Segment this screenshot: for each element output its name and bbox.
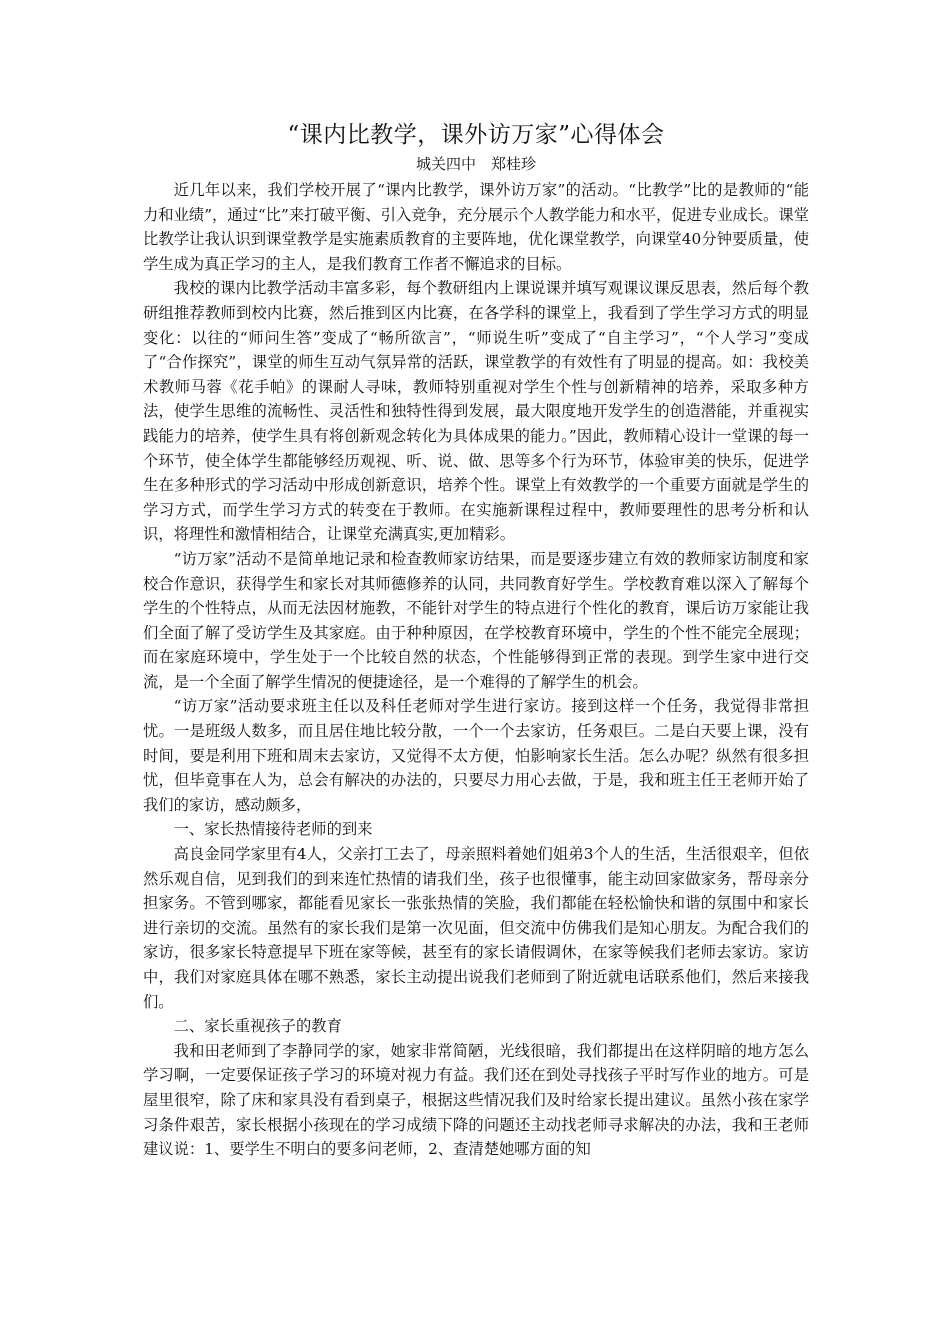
section-heading-1: 一、家长热情接待老师的到来 [173, 820, 373, 839]
paragraph-6: 我和田老师到了李静同学的家，她家非常简陋，光线很暗，我们都提出在这样阴暗的地方怎么学习啊，一定要保证孩子学习的环境对视力有益。我们还在到处寻找孩子平时写作业的地方。可是屋里很窄，除了床和家具没有看到桌子，根据这些情况我们及时给家长提出建议。虽然小孩在家学习条件艰苦，家长根据小孩现在的学习成绩下降的问题还主动找老师寻求解决的办法，我和王老师建议说：1、要学生不明白的要多问老师，2、查清楚她哪方面的知 [143, 1041, 809, 1159]
document-author: 城关四中 郑桂珍 [415, 155, 536, 173]
paragraph-1: 近几年以来，我们学校开展了“课内比教学，课外访万家”的活动。“比教学”比的是教师的“能力和业绩”，通过“比”来打破平衡、引入竞争，充分展示个人教学能力和水平，促进专业成长。课堂比教学让我认识到课堂教学是实施素质教育的主要阵地，优化课堂教学，向课堂40分钟要质量，使学生成为真正学习的主人，是我们教育工作者不懈追求的目标。 [143, 181, 809, 273]
paragraph-4: “访万家”活动要求班主任以及科任老师对学生进行家访。接到这样一个任务，我觉得非常担忧。一是班级人数多，而且居住地比较分散，一个一个去家访，任务艰巨。二是白天要上课，没有时间，要是利用下班和周末去家访，又觉得不太方便，怕影响家长生活。怎么办呢？纵然有很多担忧，但毕竟事在人为，总会有解决的办法的，只要尽力用心去做，于是，我和班主任王老师开始了我们的家访，感动颇多， [143, 697, 809, 814]
paragraph-2: 我校的课内比教学活动丰富多彩，每个教研组内上课说课并填写观课议课反思表，然后每个教研组推荐教师到校内比赛，然后推到区内比赛，在各学科的课堂上，我看到了学生学习方式的明显变化：以往的“师问生答”变成了“畅所欲言”，“师说生听”变成了“自主学习”，“个人学习”变成了“合作探究”，课堂的师生互动气氛异常的活跃，课堂教学的有效性有了明显的提高。如：我校美术教师马蓉《花手帕》的课耐人寻味，教师特别重视对学生个性与创新精神的培养，采取多种方法，使学生思维的流畅性、灵活性和独特性得到发展，最大限度地开发学生的创造潜能，并重视实践能力的培养，使学生具有将创新观念转化为具体成果的能力。”因此，教师精心设计一堂课的每一个环节，使全体学生都能够经历观视、听、说、做、思等多个行为环节，体验审美的快乐，促进学生在多种形式的学习活动中形成创新意识，培养个性。课堂上有效教学的一个重要方面就是学生的学习方式，而学生学习方式的转变在于教师。在实施新课程过程中，教师要理性的思考分析和认识，将理性和激情相结合，让课堂充满真实,更加精彩。 [143, 279, 809, 544]
paragraph-5: 高良金同学家里有4人，父亲打工去了，母亲照料着她们姐弟3个人的生活，生活很艰辛，但依然乐观自信，见到我们的到来连忙热情的请我们坐，孩子也很懂事，能主动回家做家务，帮母亲分担家务。不管到哪家，都能看见家长一张张热情的笑脸，我们都能在轻松愉快和谐的氛围中和家长进行亲切的交流。虽然有的家长我们是第一次见面，但交流中仿佛我们是知心朋友。为配合我们的家访，很多家长特意提早下班在家等候，甚至有的家长请假调休，在家等候我们老师去家访。家访中，我们对家庭具体在哪不熟悉，家长主动提出说我们老师到了附近就电话联系他们，然后来接我们。 [143, 845, 809, 1011]
document-title: “课内比教学，课外访万家”心得体会 [287, 122, 665, 148]
document-body [143, 118, 809, 1162]
paragraph-3: “访万家”活动不是简单地记录和检查教师家访结果，而是要逐步建立有效的教师家访制度和家校合作意识，获得学生和家长对其师德修养的认同，共同教育好学生。学校教育难以深入了解每个学生的个性特点，从而无法因材施教，不能针对学生的特点进行个性化的教育，课后访万家能让我们全面了解了受访学生及其家庭。由于种种原因，在学校教育环境中，学生的个性不能完全展现；而在家庭环境中，学生处于一个比较自然的状态，个性能够得到正常的表现。到学生家中进行交流，是一个全面了解学生情况的便捷途径，是一个难得的了解学生的机会。 [143, 549, 809, 691]
section-heading-2: 二、家长重视孩子的教育 [173, 1017, 342, 1036]
